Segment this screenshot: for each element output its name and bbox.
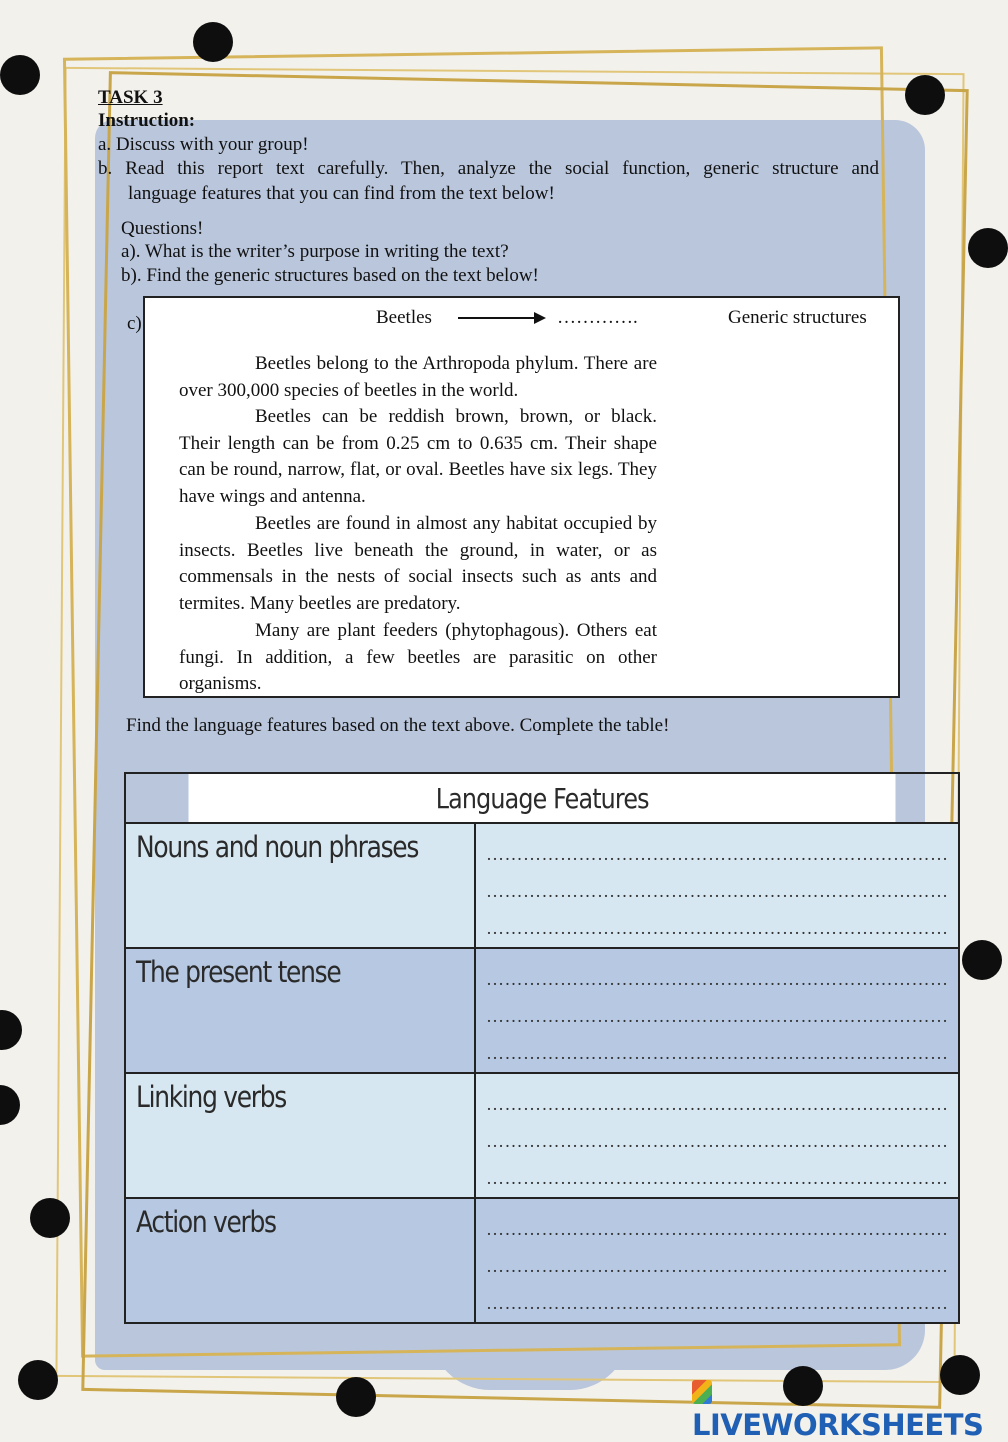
- answer-line[interactable]: …………………………………………………………………: [485, 844, 949, 864]
- row-label: Nouns and noun phrases: [125, 823, 475, 948]
- answer-line[interactable]: …………………………………………………………………: [485, 1094, 949, 1114]
- reading-paragraph-4: Many are plant feeders (phytophagous). Others eat fungi. In addition, a few beetles are parasitic on other organisms.: [179, 620, 657, 695]
- language-features-header: Language Features: [188, 773, 897, 823]
- answer-cell-present-tense[interactable]: [475, 948, 960, 1073]
- answer-line[interactable]: …………………………………………………………………: [485, 1006, 949, 1026]
- answer-cell-action-verbs[interactable]: [475, 1198, 960, 1323]
- answer-line[interactable]: …………………………………………………………………: [485, 1168, 949, 1188]
- instruction-item-a: a. Discuss with your group!: [98, 134, 309, 155]
- row-label: The present tense: [125, 948, 475, 1073]
- answer-line[interactable]: …………………………………………………………………: [485, 918, 949, 938]
- generic-structures-label: Generic structures: [728, 307, 867, 328]
- answer-line[interactable]: …………………………………………………………………: [485, 1293, 949, 1313]
- liveworksheets-logo-icon: [692, 1380, 712, 1404]
- answer-line[interactable]: …………………………………………………………………: [485, 1219, 949, 1239]
- question-a: a). What is the writer’s purpose in writing the text?: [121, 241, 509, 262]
- answer-line[interactable]: …………………………………………………………………: [485, 881, 949, 901]
- instruction-item-b-line1: b. Read this report text carefully. Then, analyze the social function, generic structure and: [98, 158, 879, 179]
- arrow-head-icon: [534, 312, 546, 324]
- table-row: [125, 823, 959, 948]
- row-label: Action verbs: [125, 1198, 475, 1323]
- task-title: TASK 3: [98, 87, 163, 108]
- table-row: [125, 1073, 959, 1198]
- reading-paragraph-3: Beetles are found in almost any habitat occupied by insects. Beetles live beneath the ground, in water, or as commensals in the nests of social insects such as ants and termites. Many beetles are predatory.: [179, 513, 657, 615]
- table-row: [125, 1198, 959, 1323]
- answer-line[interactable]: …………………………………………………………………: [485, 1043, 949, 1063]
- row-label: Linking verbs: [125, 1073, 475, 1198]
- table-instruction: Find the language features based on the text above. Complete the table!: [126, 715, 670, 736]
- instruction-item-b-line2: language features that you can find from the text below!: [128, 183, 555, 204]
- answer-line[interactable]: …………………………………………………………………: [485, 969, 949, 989]
- question-b: b). Find the generic structures based on the text below!: [121, 265, 539, 286]
- answer-cell-nouns[interactable]: [475, 823, 960, 948]
- question-c-marker: c): [127, 313, 142, 334]
- instruction-label: Instruction:: [98, 110, 196, 131]
- liveworksheets-logo[interactable]: LIVEWORKSHEETS: [692, 1374, 1000, 1442]
- arrow-icon: [458, 317, 538, 319]
- reading-text-box: [143, 296, 900, 698]
- table-row: [125, 948, 959, 1073]
- reading-paragraph-2: Beetles can be reddish brown, brown, or black. Their length can be from 0.25 cm to 0.635 cm. Their shape can be round, narrow, flat, or oval. Beetles have six legs. They have wings and antenna.: [179, 406, 657, 508]
- language-features-table: [124, 772, 960, 1324]
- topic-answer-blank[interactable]: ………….: [557, 307, 638, 328]
- answer-cell-linking-verbs[interactable]: [475, 1073, 960, 1198]
- answer-line[interactable]: …………………………………………………………………: [485, 1131, 949, 1151]
- answer-line[interactable]: …………………………………………………………………: [485, 1256, 949, 1276]
- reading-topic: Beetles: [376, 307, 432, 328]
- questions-heading: Questions!: [121, 218, 204, 239]
- reading-paragraph-1: Beetles belong to the Arthropoda phylum. There are over 300,000 species of beetles in the world.: [179, 353, 657, 401]
